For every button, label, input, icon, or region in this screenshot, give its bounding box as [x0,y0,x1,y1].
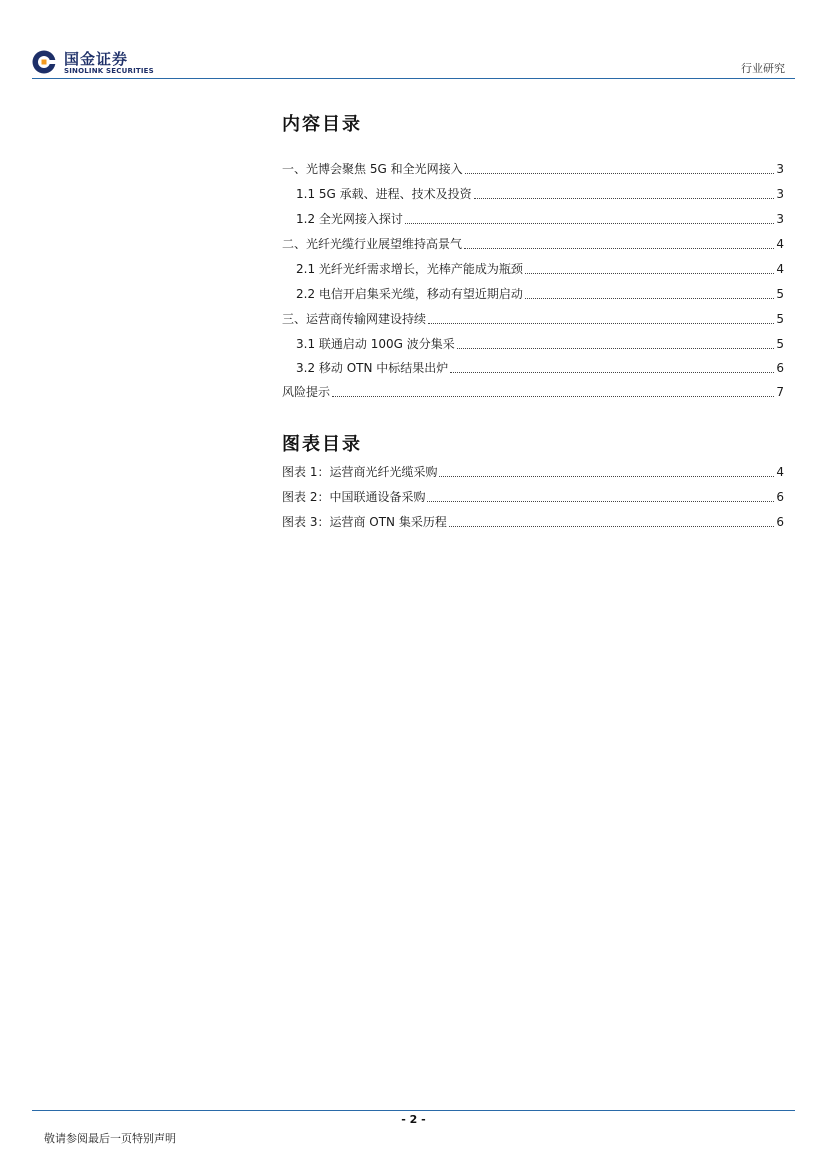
toc-leader [525,297,774,299]
disclaimer-note: 敬请参阅最后一页特别声明 [44,1132,176,1145]
toc-item-page: 4 [776,262,784,276]
toc-item-label: 1.2 全光网接入探讨 [296,212,403,226]
figure-item-page: 6 [776,515,784,529]
toc-item-label: 3.2 移动 OTN 中标结果出炉 [296,361,449,375]
toc-item-page: 3 [776,187,784,201]
sinolink-logo-icon [32,50,56,74]
toc-leader [450,371,774,373]
toc-item-page: 3 [776,212,784,226]
toc-item[interactable] [282,235,784,253]
toc-leader [405,222,774,224]
toc-item[interactable] [296,359,784,377]
toc-item-page: 6 [776,361,784,375]
toc-item[interactable] [296,335,784,353]
toc-leader [439,475,774,477]
footer-divider [32,1110,795,1111]
toc-item-label: 风险提示 [282,385,331,399]
toc-item[interactable] [296,260,784,278]
toc-leader [465,172,775,174]
toc-leader [427,500,774,502]
toc-item[interactable] [282,383,784,401]
toc-item-label: 二、光纤光缆行业展望维持高景气 [282,237,463,251]
toc-item-label: 1.1 5G 承载、进程、技术及投资 [296,187,472,201]
figure-item-label: 图表 3：运营商 OTN 集采历程 [282,515,447,529]
sinolink-logo [32,46,162,78]
toc-item-label: 2.1 光纤光纤需求增长，光棒产能成为瓶颈 [296,262,523,276]
header-divider [32,78,795,79]
toc-item-page: 3 [776,162,784,176]
logo-chinese-name: 国金证券 [64,50,129,68]
figure-item-label: 图表 2：中国联通设备采购 [282,490,426,504]
figure-item[interactable] [282,513,784,531]
toc-leader [464,247,774,249]
figures-title: 图表目录 [282,434,362,455]
figure-item[interactable] [282,463,784,481]
toc-item-page: 5 [776,312,784,326]
toc-leader [332,395,774,397]
toc-item-label: 三、运营商传输网建设持续 [282,312,427,326]
toc-item[interactable] [282,160,784,178]
toc-item-page: 7 [776,385,784,399]
toc-item-page: 5 [776,287,784,301]
toc-item[interactable] [296,285,784,303]
toc-item-page: 5 [776,337,784,351]
logo-english-name: SINOLINK SECURITIES [64,67,154,75]
toc-leader [449,525,775,527]
page-header [0,0,827,80]
figure-item[interactable] [282,488,784,506]
report-category: 行业研究 [741,62,785,75]
toc-item[interactable] [296,210,784,228]
toc-item[interactable] [296,185,784,203]
toc-item[interactable] [282,310,784,328]
toc-item-label: 一、光博会聚焦 5G 和全光网接入 [282,162,463,176]
toc-item-label: 2.2 电信开启集采光缆，移动有望近期启动 [296,287,523,301]
toc-item-page: 4 [776,237,784,251]
toc-leader [474,197,775,199]
page-number: - 2 - [401,1113,426,1126]
toc-leader [525,272,774,274]
figure-item-label: 图表 1：运营商光纤光缆采购 [282,465,438,479]
toc-title: 内容目录 [282,114,362,135]
figure-item-page: 6 [776,490,784,504]
toc-leader [428,322,774,324]
toc-item-label: 3.1 联通启动 100G 波分集采 [296,337,455,351]
toc-leader [457,347,775,349]
figure-item-page: 4 [776,465,784,479]
